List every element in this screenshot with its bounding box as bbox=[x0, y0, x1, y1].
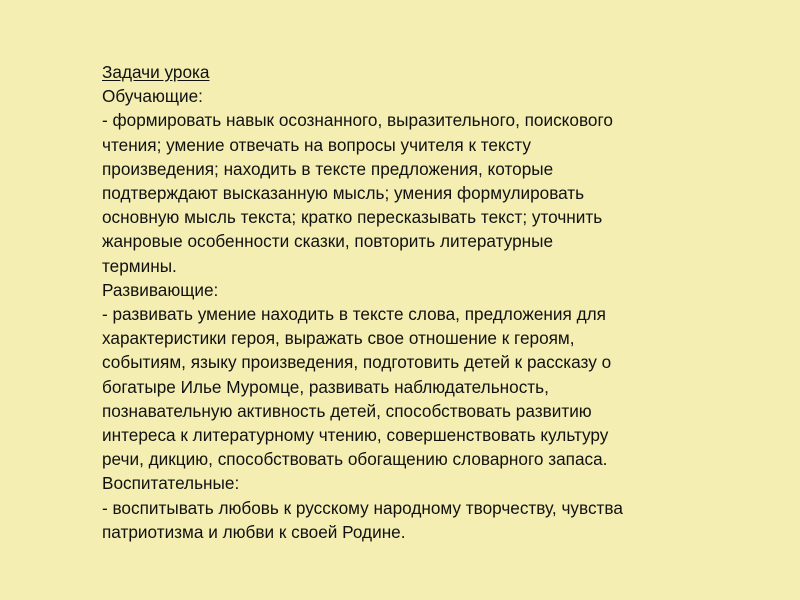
educational-line: жанровые особенности сказки, повторить литературные bbox=[102, 231, 554, 252]
section-heading-developmental: Развивающие: bbox=[102, 279, 219, 300]
developmental-line: речи, дикцию, способствовать обогащению словарного запаса. bbox=[102, 449, 608, 470]
developmental-line: событиям, языку произведения, подготовить детей к рассказу о bbox=[102, 352, 612, 373]
lesson-objectives bbox=[102, 60, 762, 544]
section-heading-upbringing: Воспитательные: bbox=[102, 473, 240, 494]
section-heading-educational: Обучающие: bbox=[102, 86, 203, 107]
developmental-line: интереса к литературному чтению, совершенствовать культуру bbox=[102, 425, 609, 446]
developmental-line: познавательную активность детей, способствовать развитию bbox=[102, 400, 592, 421]
educational-line: произведения; находить в тексте предложения, которые bbox=[102, 158, 554, 179]
slide-title: Задачи урока bbox=[102, 62, 210, 82]
educational-line: основную мысль текста; кратко пересказывать текст; уточнить bbox=[102, 207, 603, 228]
developmental-line: богатыре Илье Муромце, развивать наблюдательность, bbox=[102, 376, 549, 397]
educational-line: термины. bbox=[102, 255, 177, 276]
developmental-line: характеристики героя, выражать свое отношение к героям, bbox=[102, 328, 575, 349]
developmental-line: - развивать умение находить в тексте слова, предложения для bbox=[102, 304, 606, 325]
educational-line: - формировать навык осознанного, выразительного, поискового bbox=[102, 110, 613, 131]
educational-line: чтения; умение отвечать на вопросы учителя к тексту bbox=[102, 134, 531, 155]
upbringing-line: - воспитывать любовь к русскому народному творчеству, чувства bbox=[102, 497, 623, 518]
educational-line: подтверждают высказанную мысль; умения формулировать bbox=[102, 183, 585, 204]
upbringing-line: патриотизма и любви к своей Родине. bbox=[102, 521, 406, 542]
